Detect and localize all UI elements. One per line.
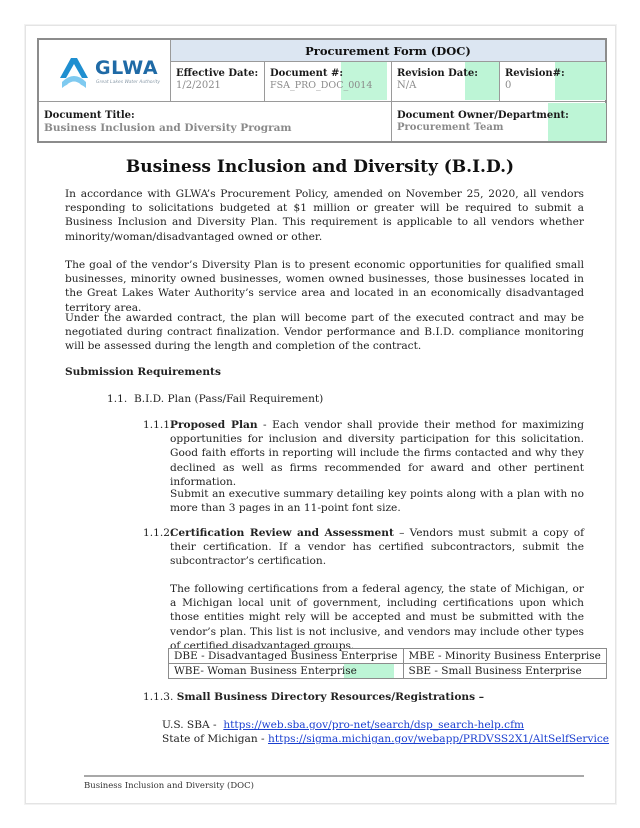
section-1-1 — [107, 392, 323, 406]
highlight-marker — [548, 103, 606, 141]
table-row — [169, 664, 607, 679]
table-row — [169, 649, 607, 664]
executive-summary-paragraph: Submit an executive summary detailing key points along with a plan with no more than 3 pages in an 11-point font size. — [170, 488, 584, 515]
form-title-bar — [170, 40, 605, 62]
certification-review-text: – Vendors must submit a copy of their certification. If a vendor has certified subcontractors, submit the subcontractor’s certification. — [170, 527, 585, 568]
revision-date-label: Revision Date: — [397, 68, 478, 79]
proposed-plan-text: - Each vendor shall provide their method for maximizing opportunities for inclusion and diversity participation for this solicitation. Good faith efforts in reporting will include the firms contacted and why they declined as well as firms recommended for award and other pertinent information. — [170, 419, 584, 488]
effective-date-label: Effective Date: — [176, 68, 259, 79]
section-1-1-2-number: 1.1.2. — [143, 527, 174, 539]
section-1-1-2-paragraph — [170, 526, 584, 569]
logo-tagline: Great Lakes Water Authority — [96, 80, 161, 85]
section-1-1-number: 1.1. — [107, 393, 128, 405]
sba-link[interactable]: https://web.sba.gov/pro-net/search/dsp_search-help.cfm — [223, 719, 525, 732]
effective-date-value: 1/2/2021 — [176, 80, 221, 91]
certification-sbe: SBE - Small Business Enterprise — [403, 664, 606, 679]
document-heading: Business Inclusion and Diversity (B.I.D.) — [125, 157, 515, 177]
logo-cell — [39, 40, 170, 101]
revision-date-value: N/A — [397, 80, 417, 91]
section-1-1-1-number: 1.1.1. — [143, 419, 174, 431]
revision-number-cell — [499, 62, 605, 101]
certification-wbe: WBE- Woman Business Enterprise — [174, 664, 357, 677]
footer-text: Business Inclusion and Diversity (DOC) — [84, 781, 254, 791]
document-number-value: FSA_PRO_DOC_0014 — [270, 80, 373, 91]
glwa-logo-icon — [54, 52, 94, 92]
certification-review-heading: Certification Review and Assessment — [170, 527, 394, 539]
sba-label: U.S. SBA - — [162, 719, 220, 732]
section-1-1-1-paragraph — [170, 418, 584, 489]
effective-date-cell — [170, 62, 264, 101]
certification-dbe: DBE - Disadvantaged Business Enterprise — [169, 649, 404, 664]
contract-paragraph: Under the awarded contract, the plan will become part of the executed contract and may be negotiated during contract finalization. Vendor performance and B.I.D. compliance monitoring will be assessed during the length and completion of the contract. — [65, 312, 584, 353]
document-owner-value: Procurement Team — [397, 122, 504, 133]
document-owner-cell — [391, 101, 605, 141]
document-title-label: Document Title: — [44, 110, 135, 121]
section-1-1-text: B.I.D. Plan (Pass/Fail Requirement) — [133, 393, 324, 405]
directory-resources-heading: Small Business Directory Resources/Registrations – — [176, 691, 485, 703]
michigan-resource-line — [162, 718, 609, 746]
form-title: Procurement Form (DOC) — [305, 44, 471, 58]
certification-table — [168, 648, 607, 679]
certifications-paragraph: The following certifications from a federal agency, the state of Michigan, or a Michigan local unit of government, including certifications upon which those entities might rely will be accepted and must be submitted with the vendor’s plan. This list is not inclusive, and vendors may include other types of certified disadvantaged groups. — [170, 583, 584, 652]
document-header-table — [37, 38, 607, 143]
submission-heading: Submission Requirements — [65, 366, 221, 378]
revision-number-label: Revision#: — [505, 68, 565, 79]
document-title-value: Business Inclusion and Diversity Program — [44, 122, 292, 134]
goal-paragraph: The goal of the vendor’s Diversity Plan is to present economic opportunities for qualified small businesses, minority owned businesses, women owned businesses, those businesses located in the Great Lakes Water Authority’s service area and located in an economically disadvantaged territory area. — [65, 259, 584, 314]
section-1-1-3-number: 1.1.3. — [143, 691, 174, 703]
document-number-cell — [264, 62, 391, 101]
footer-divider — [84, 775, 584, 777]
document-owner-label: Document Owner/Department: — [397, 110, 569, 121]
document-title-cell — [39, 101, 391, 141]
document-number-label: Document #: — [270, 68, 344, 79]
certification-mbe: MBE - Minority Business Enterprise — [403, 649, 606, 664]
certification-wbe-cell — [169, 664, 404, 679]
revision-number-value: 0 — [505, 80, 512, 91]
revision-date-cell — [391, 62, 499, 101]
section-1-1-3 — [143, 690, 484, 704]
intro-paragraph: In accordance with GLWA’s Procurement Policy, amended on November 25, 2020, all vendors responding to solicitations budgeted at $1 million or greater will be required to submit a Business Inclusion and Diversity Plan. This requirement is applicable to all vendors whether minority/woman/disadvantaged owned or other. — [65, 188, 584, 243]
proposed-plan-heading: Proposed Plan — [170, 419, 258, 431]
michigan-link[interactable]: https://sigma.michigan.gov/webapp/PRDVSS2X1/AltSelfService — [268, 733, 610, 746]
michigan-label: State of Michigan - — [162, 733, 269, 746]
logo-text: GLWA — [95, 57, 159, 79]
